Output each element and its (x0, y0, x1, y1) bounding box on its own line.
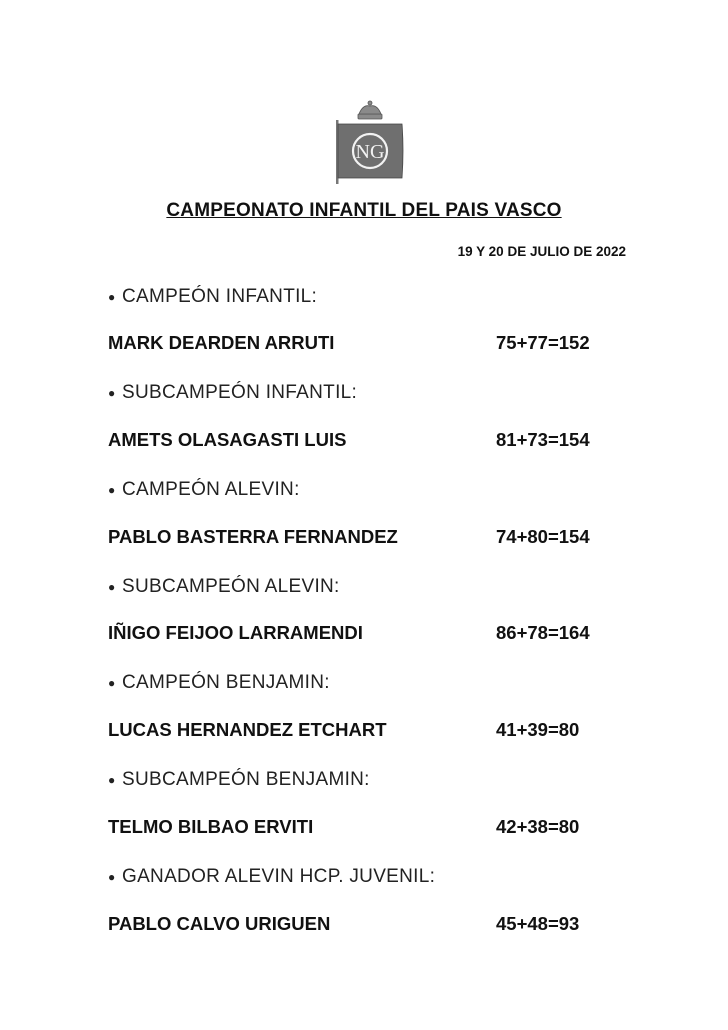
logo-letters: NG (355, 141, 385, 163)
bullet-icon: ● (108, 869, 116, 884)
winner-name: LUCAS HERNANDEZ ETCHART (108, 719, 387, 740)
event-date: 19 Y 20 DE JULIO DE 2022 (457, 244, 626, 259)
winner-score: 42+38=80 (496, 816, 580, 837)
winner-score: 86+78=164 (496, 622, 590, 643)
bullet-icon: ● (108, 579, 116, 594)
bullet-icon: ● (108, 385, 116, 400)
page-title: CAMPEONATO INFANTIL DEL PAIS VASCO (166, 200, 562, 221)
bullet-icon: ● (108, 482, 116, 497)
winner-name: TELMO BILBAO ERVITI (108, 816, 314, 837)
winner-score: 81+73=154 (496, 429, 590, 450)
winner-score: 75+77=152 (496, 332, 590, 353)
winner-score: 45+48=93 (496, 913, 580, 934)
category-heading: ● CAMPEÓN ALEVIN: (108, 479, 300, 500)
winner-name: PABLO BASTERRA FERNANDEZ (108, 526, 398, 547)
club-logo (332, 100, 408, 188)
winner-name: IÑIGO FEIJOO LARRAMENDI (108, 622, 363, 643)
category-heading: ● SUBCAMPEÓN ALEVIN: (108, 576, 340, 597)
category-heading: ● CAMPEÓN BENJAMIN: (108, 672, 330, 693)
winner-name: AMETS OLASAGASTI LUIS (108, 429, 347, 450)
category-heading: ● CAMPEÓN INFANTIL: (108, 286, 318, 307)
category-heading: ● GANADOR ALEVIN HCP. JUVENIL: (108, 866, 436, 887)
winner-name: PABLO CALVO URIGUEN (108, 913, 331, 934)
category-heading: ● SUBCAMPEÓN INFANTIL: (108, 382, 358, 403)
winner-score: 74+80=154 (496, 526, 590, 547)
winner-score: 41+39=80 (496, 719, 580, 740)
winner-name: MARK DEARDEN ARRUTI (108, 332, 335, 353)
bullet-icon: ● (108, 289, 116, 304)
bullet-icon: ● (108, 772, 116, 787)
category-heading: ● SUBCAMPEÓN BENJAMIN: (108, 769, 370, 790)
crown-icon (358, 101, 382, 119)
bullet-icon: ● (108, 675, 116, 690)
